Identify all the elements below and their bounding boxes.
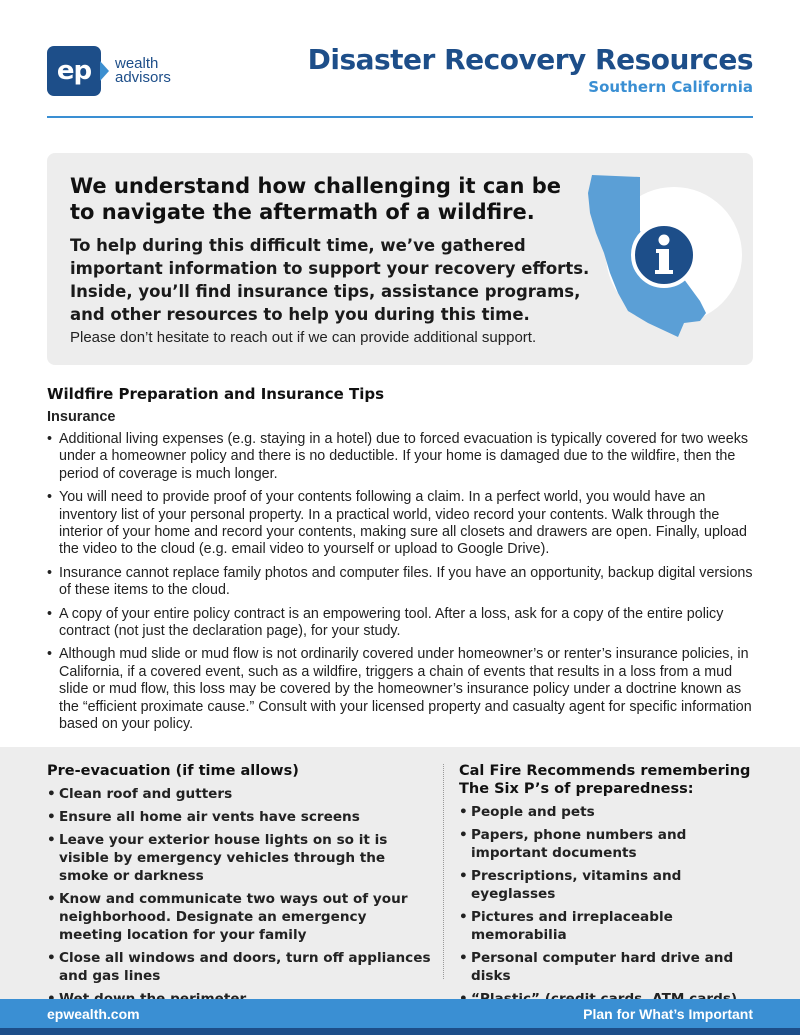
list-item: • Papers, phone numbers and important documents <box>459 826 759 862</box>
list-item: • A copy of your entire policy contract is an empowering tool. After a loss, ask for a copy of the entire policy contract (not just the declaration page), for your study. <box>47 606 757 641</box>
list-item: • Ensure all home air vents have screens <box>47 808 432 826</box>
list-item: • Close all windows and doors, turn off appliances and gas lines <box>47 949 432 985</box>
list-item: • Clean roof and gutters <box>47 785 432 803</box>
list-item: • Leave your exterior house lights on so it is visible by emergency vehicles through the smoke or darkness <box>47 831 432 885</box>
intro-note: Please don’t hesitate to reach out if we can provide additional support. <box>70 329 537 346</box>
list-item: • Although mud slide or mud flow is not ordinarily covered under homeowner’s or renter’s insurance policies, in California, if a covered event, such as a wildfire, triggers a chain of events that results in a loss from a mud slide or mud flow, this loss may be covered by the homeowner’s insurance policy under a doctrine known as the “efficient proximate cause.” Consult with your licensed property and casualty agent for specific information based on your policy. <box>47 646 757 733</box>
list-item: • Prescriptions, vitamins and eyeglasses <box>459 867 759 903</box>
preparedness-panel <box>0 747 800 999</box>
pre-evacuation-column <box>47 762 432 1013</box>
footer-tagline: Plan for What’s Important <box>583 1006 753 1022</box>
page-footer <box>0 999 800 1035</box>
list-item: • Additional living expenses (e.g. staying in a hotel) due to forced evacuation is typically covered for two weeks under a homeowner policy and there is no deductible. If your home is damaged due to the wildfire, then the period of coverage is much longer. <box>47 431 757 483</box>
list-item: • Pictures and irreplaceable memorabilia <box>459 908 759 944</box>
company-logo[interactable] <box>47 46 171 96</box>
logo-line-1: wealth <box>115 55 159 72</box>
intro-panel <box>47 153 753 365</box>
logo-mark: ep <box>47 46 101 96</box>
list-item: • People and pets <box>459 803 759 821</box>
list-item: • Insurance cannot replace family photos and computer files. If you have an opportunity, backup digital versions of these items to the cloud. <box>47 565 757 600</box>
tips-list <box>47 431 757 734</box>
six-ps-list <box>459 803 759 1026</box>
page-subtitle: Southern California <box>588 78 753 96</box>
page-header <box>47 43 753 103</box>
tips-subheading: Insurance <box>47 409 116 425</box>
page-title: Disaster Recovery Resources <box>307 43 753 76</box>
column-divider <box>443 764 444 979</box>
intro-body: To help during this difficult time, we’ve gathered important information to support your recovery efforts. Inside, you’ll find insurance tips, assistance programs, and other resources to help you during this time. <box>70 236 590 324</box>
logo-wordmark <box>115 57 171 85</box>
info-dot <box>659 235 670 246</box>
intro-heading: We understand how challenging it can be to navigate the aftermath of a wildfire. <box>70 174 561 224</box>
footer-website-link[interactable]: epwealth.com <box>47 1006 140 1022</box>
footer-bottom-bar <box>0 1028 800 1035</box>
header-divider <box>47 116 753 118</box>
list-item: • Personal computer hard drive and disks <box>459 949 759 985</box>
tips-heading: Wildfire Preparation and Insurance Tips <box>47 385 385 403</box>
insurance-tips-section <box>47 385 757 740</box>
six-ps-column <box>459 762 759 1031</box>
pre-evacuation-heading: Pre-evacuation (if time allows) <box>47 763 299 779</box>
list-item: • Know and communicate two ways out of your neighborhood. Designate an emergency meeting location for your family <box>47 890 432 944</box>
list-item: • You will need to provide proof of your contents following a claim. In a perfect world, you would have an inventory list of your personal property. In a practical world, video record your contents. Walk through the interior of your home and record your contents, making sure all closets and drawers are open. Finally, upload the video to the cloud (e.g. email video to yourself or upload to Google Drive). <box>47 489 757 559</box>
california-info-icon <box>582 173 742 338</box>
six-ps-heading: Cal Fire Recommends remembering The Six P’s of preparedness: <box>459 763 751 797</box>
pre-evacuation-list <box>47 785 432 1008</box>
title-block <box>308 43 753 96</box>
logo-line-2: advisors <box>115 69 171 86</box>
